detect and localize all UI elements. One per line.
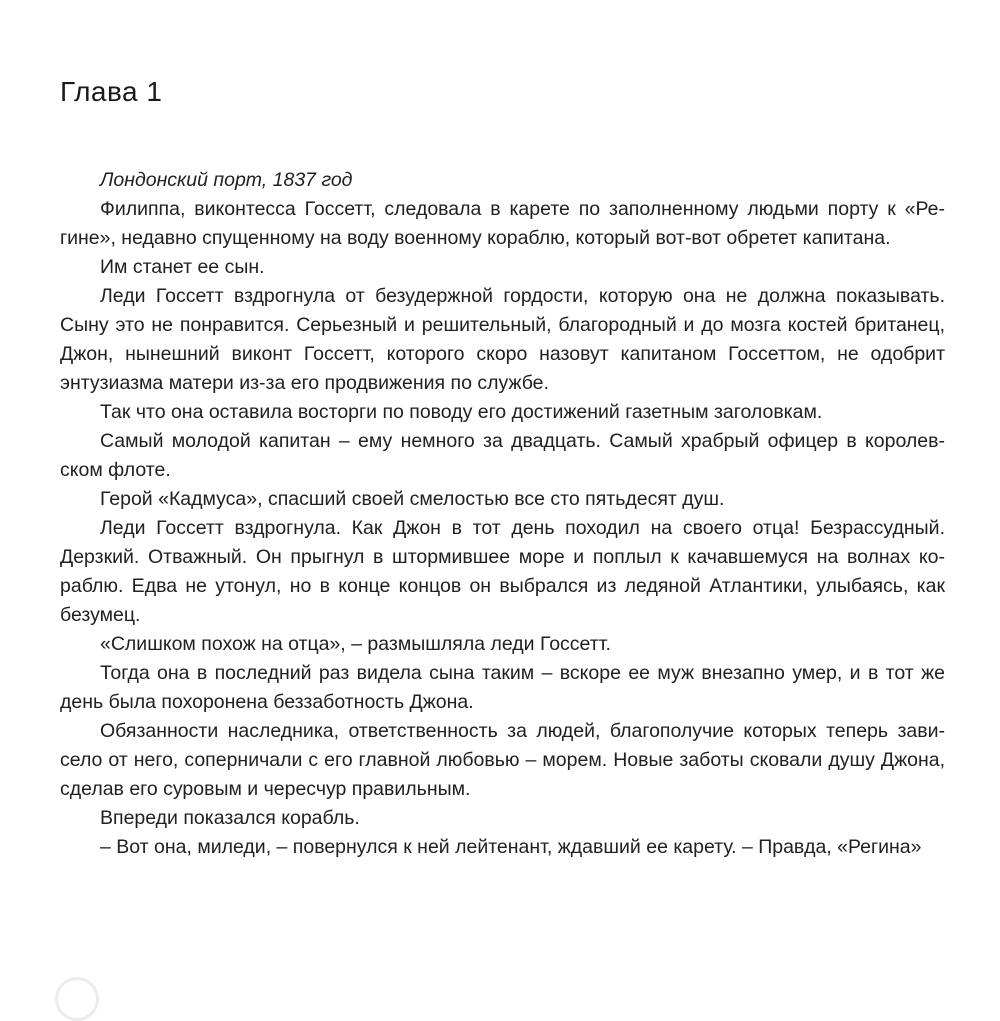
chapter-text xyxy=(60,166,945,862)
paragraph: Самый молодой капитан – ему немного за двадцать. Самый храбрый офицер в королевском флоте. xyxy=(60,430,945,481)
book-page xyxy=(0,74,1000,862)
chapter-title: Глава 1 xyxy=(60,76,163,107)
paragraph: Так что она оставила восторги по поводу его достижений газетным заголовкам. xyxy=(100,401,823,423)
paragraph: – Вот она, миледи, – повернулся к ней лейтенант, ждавший ее карету. – Правда, «Регина» xyxy=(100,836,922,858)
paragraph: «Слишком похож на отца», – размышляла леди Госсетт. xyxy=(100,633,611,655)
paragraph: Леди Госсетт вздрогнула. Как Джон в тот день походил на своего отца! Безрассудный. Дерзкий. Отважный. Он прыгнул в штормившее море и поплыл к качавшемуся на волнах кораблю. Едва не утонул, но в конце концов он выбрался из ледяной Атлантики, улыбаясь, как безумец. xyxy=(60,517,945,626)
paragraph: Филиппа, виконтесса Госсетт, следовала в карете по заполненному людьми порту к «Регине», недавно спущенному на воду военному кораблю, который вот-вот обретет капитана. xyxy=(60,198,945,249)
epigraph-line: Лондонский порт, 1837 год xyxy=(100,169,353,191)
bottom-circle-indicator xyxy=(55,977,99,1021)
paragraph: Тогда она в последний раз видела сына таким – вскоре ее муж внезапно умер, и в тот же день была похоронена беззаботность Джона. xyxy=(60,662,945,713)
paragraph: Герой «Кадмуса», спасший своей смелостью все сто пятьдесят душ. xyxy=(100,488,725,510)
paragraph: Им станет ее сын. xyxy=(100,256,265,278)
paragraph: Впереди показался корабль. xyxy=(100,807,360,829)
paragraph: Обязанности наследника, ответственность за людей, благополучие которых теперь зависело от него, соперничали с его главной любовью – морем. Новые заботы сковали душу Джона, сделав его суровым и чересчур правильным. xyxy=(60,720,945,800)
paragraph-list xyxy=(60,195,945,862)
paragraph: Леди Госсетт вздрогнула от безудержной гордости, которую она не должна показывать. Сыну это не понравится. Серьезный и решительный, благородный и до мозга костей британец, Джон, нынешний виконт Госсетт, которого скоро назовут капитаном Госсеттом, не одобрит энтузиазма матери из-за его продвижения по службе. xyxy=(60,285,945,394)
